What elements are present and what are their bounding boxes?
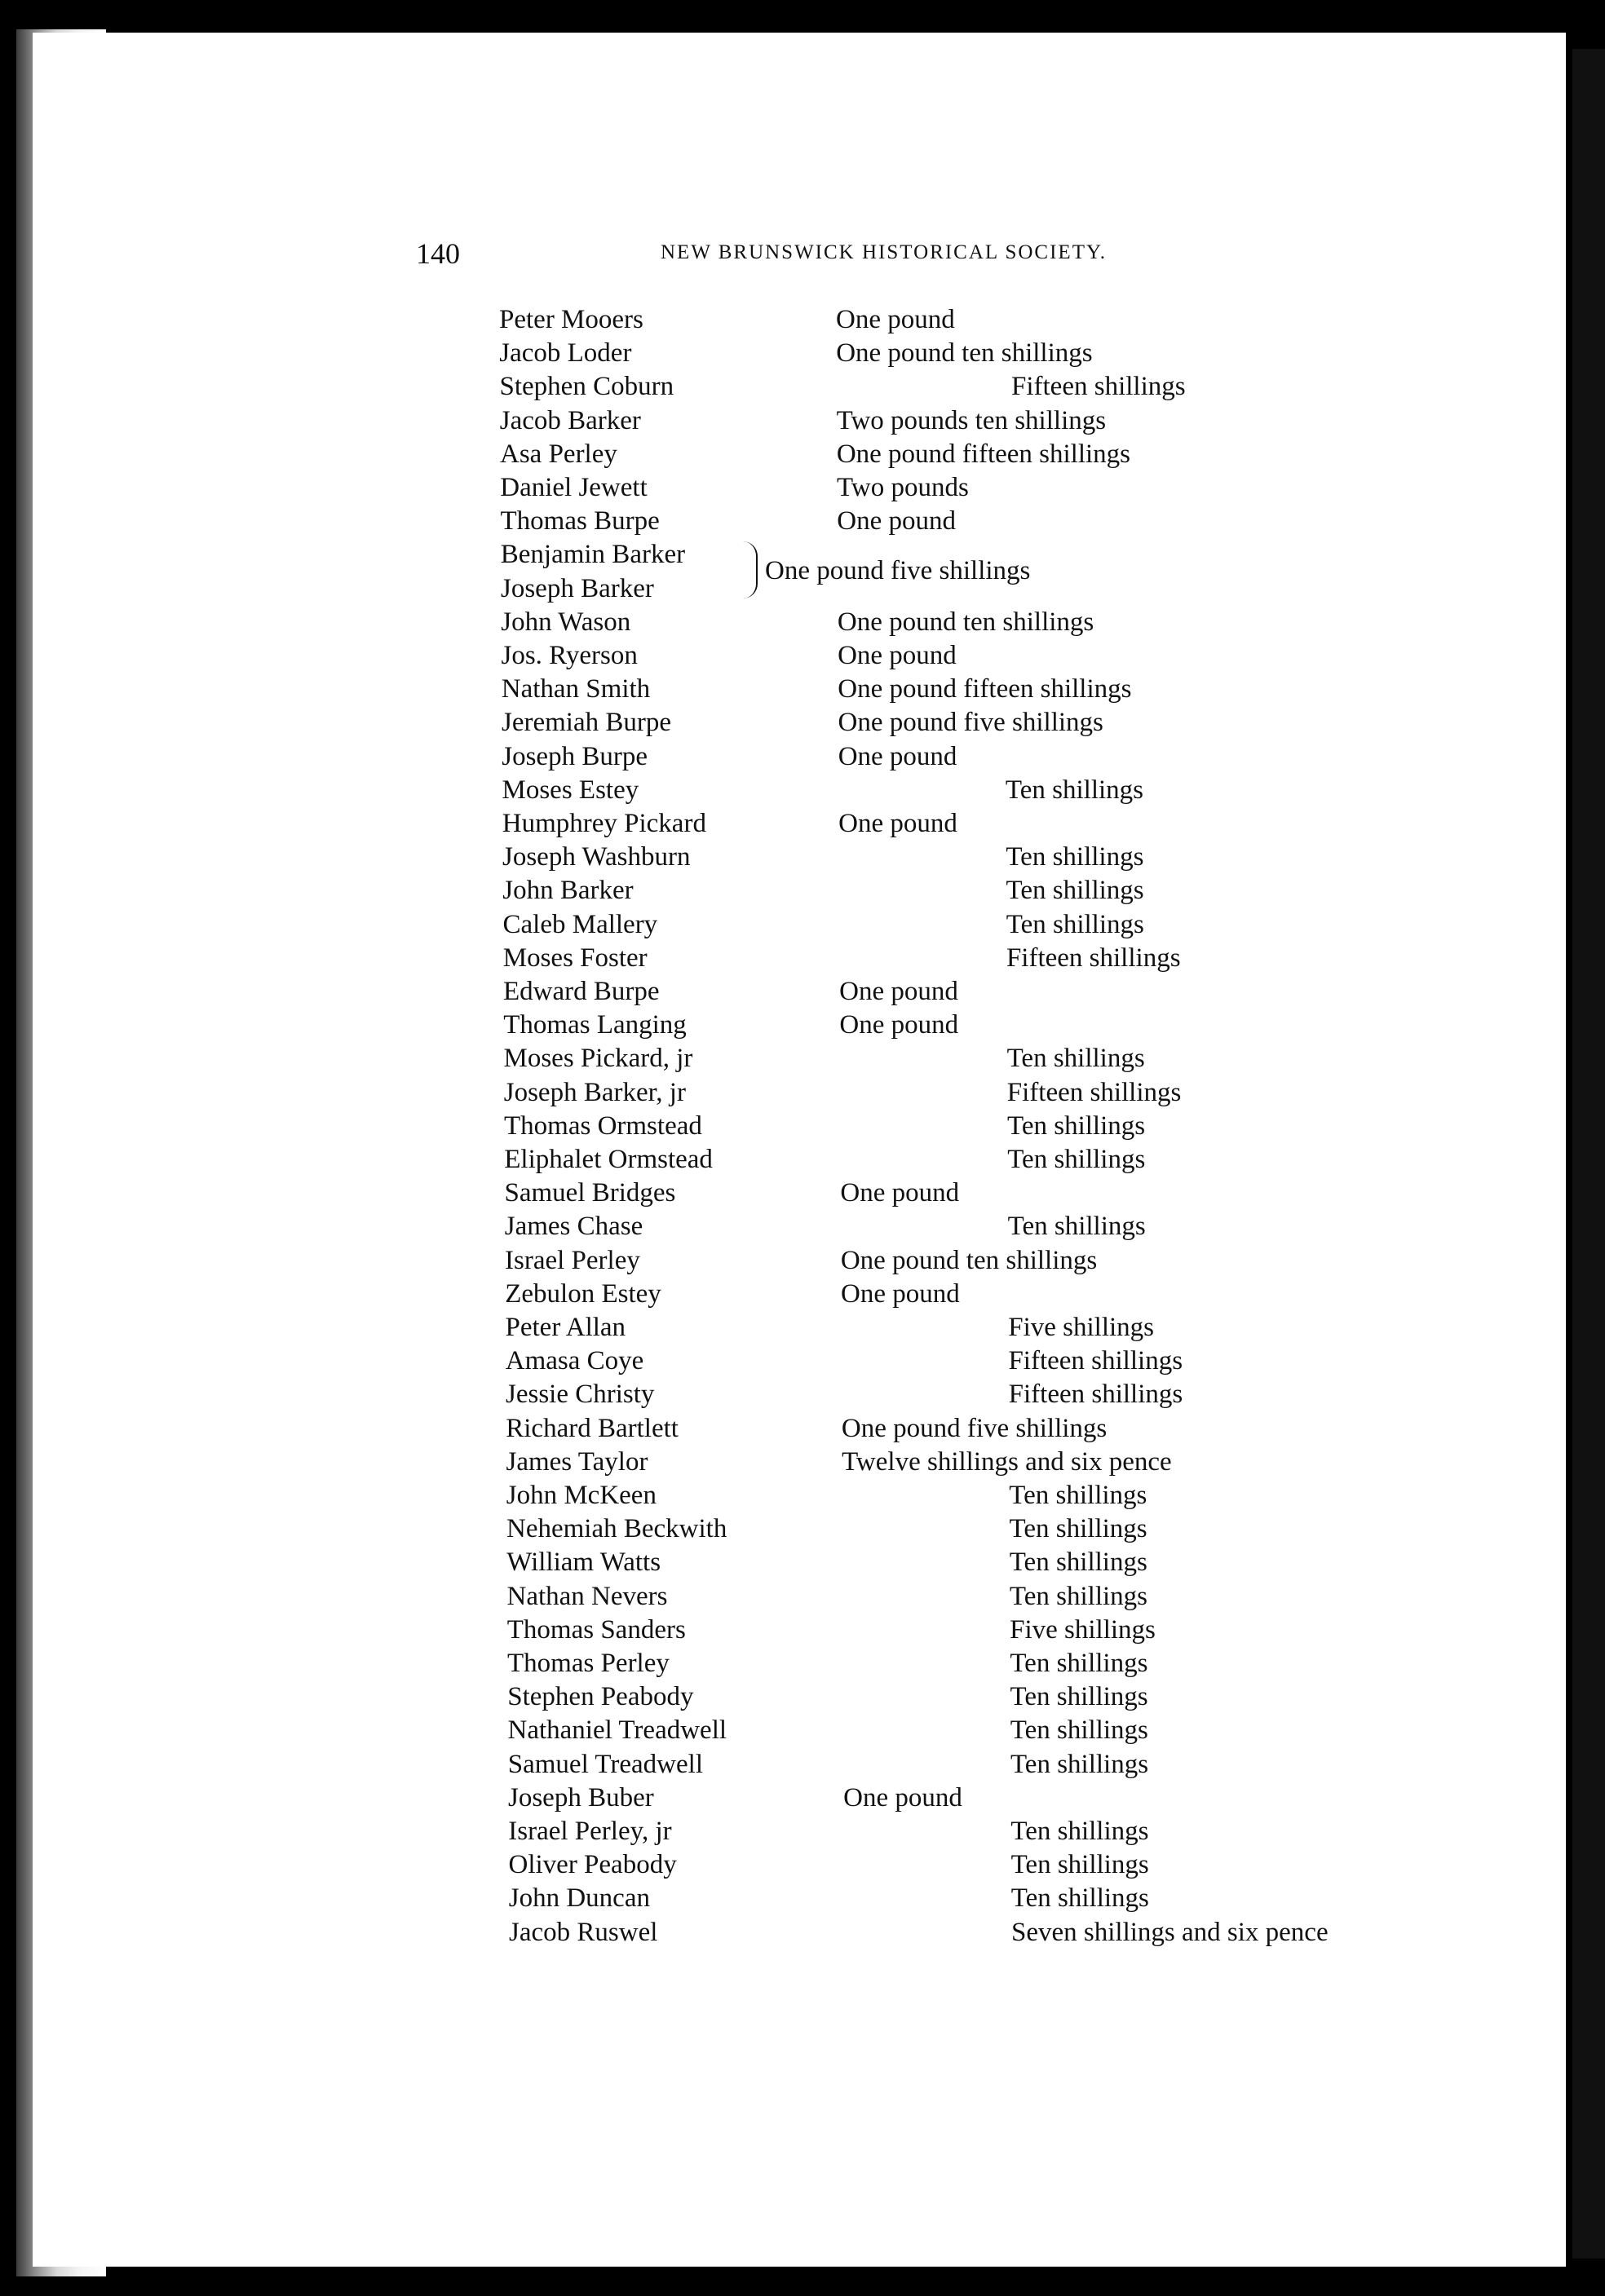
subscription-amount: Ten shillings: [1006, 909, 1144, 939]
subscriber-name: Zebulon Estey: [505, 1278, 661, 1309]
subscription-amount: One pound ten shillings: [840, 1245, 1098, 1275]
entry-row: [0, 1647, 1605, 1680]
page-number: 140: [416, 237, 460, 270]
entry-row: [0, 1714, 1605, 1746]
subscriber-name: Stephen Peabody: [507, 1682, 694, 1712]
subscription-amount: One pound: [840, 1178, 960, 1208]
subscriber-name: Moses Foster: [502, 943, 648, 973]
subscriber-name: Oliver Peabody: [508, 1850, 677, 1880]
subscription-amount: Ten shillings: [1005, 775, 1144, 805]
subscription-amount: Ten shillings: [1010, 1850, 1149, 1880]
subscription-amount: Two pounds: [837, 473, 969, 502]
subscription-amount: Five shillings: [1008, 1313, 1155, 1342]
entry-row: [0, 1680, 1605, 1713]
subscription-amount: One pound five shillings: [841, 1413, 1108, 1443]
entry-row: [0, 1916, 1605, 1949]
subscription-amount: One pound five shillings: [838, 708, 1103, 738]
subscriber-name: William Watts: [506, 1548, 661, 1578]
subscription-amount: Fifteen shillings: [1008, 1346, 1183, 1376]
subscriber-name: Caleb Mallery: [502, 909, 658, 939]
subscriber-name: Moses Pickard, jr: [503, 1044, 693, 1074]
subscription-amount: Ten shillings: [1007, 1145, 1146, 1174]
subscription-amount: One pound: [839, 977, 958, 1006]
subscription-amount: One pound: [836, 305, 955, 334]
subscriber-name: Amasa Coye: [505, 1346, 644, 1376]
entry-row: [0, 1143, 1605, 1176]
subscription-amount: Fifteen shillings: [1006, 1077, 1182, 1107]
subscriber-name: John McKeen: [506, 1481, 657, 1510]
subscription-amount: Ten shillings: [1007, 1110, 1146, 1141]
subscriber-name: Humphrey Pickard: [502, 809, 706, 838]
entry-row: [0, 1446, 1605, 1478]
subscription-amount: Ten shillings: [1009, 1481, 1147, 1510]
entry-row: [0, 1076, 1605, 1109]
entry-row: [0, 673, 1605, 705]
entry-row: [0, 1748, 1605, 1781]
entry-row: [0, 706, 1605, 739]
subscriber-name: Asa Perley: [500, 439, 617, 469]
subscriber-name: Nathan Nevers: [506, 1581, 668, 1611]
subscription-amount: One pound ten shillings: [836, 338, 1093, 369]
entry-row: [0, 975, 1605, 1008]
subscription-amount: Ten shillings: [1009, 1548, 1147, 1578]
entry-row: [0, 471, 1605, 504]
subscriber-name: Jacob Barker: [499, 405, 641, 435]
entry-row: [0, 1110, 1605, 1142]
subscriber-name: Thomas Sanders: [506, 1614, 686, 1645]
subscriber-name: Joseph Barker: [501, 573, 654, 603]
subscriber-name: Edward Burpe: [503, 977, 660, 1006]
entry-row: [0, 438, 1605, 470]
entry-row: [0, 1882, 1605, 1914]
entry-row: [0, 1042, 1605, 1075]
entry-row: [0, 807, 1605, 840]
subscription-amount: One pound fifteen shillings: [838, 674, 1132, 704]
entry-row: [0, 1009, 1605, 1041]
subscriber-name: John Barker: [502, 876, 634, 906]
subscriber-name: Israel Perley: [505, 1245, 640, 1275]
entry-row: [0, 874, 1605, 907]
subscriber-name: Daniel Jewett: [500, 473, 648, 502]
subscriber-name: Peter Mooers: [499, 305, 643, 334]
entry-row: [0, 1278, 1605, 1310]
entry-row: [0, 1378, 1605, 1411]
subscriber-name: Joseph Burpe: [502, 741, 648, 771]
entry-row: [0, 1546, 1605, 1578]
subscription-amount: One pound: [841, 1278, 960, 1309]
entry-row: [0, 1177, 1605, 1209]
subscriber-name: Jeremiah Burpe: [502, 708, 672, 738]
entry-row: [0, 337, 1605, 369]
subscription-amount: Seven shillings and six pence: [1011, 1917, 1329, 1947]
entry-row: [0, 1580, 1605, 1613]
entry-row: [0, 908, 1605, 941]
subscription-amount: One pound fifteen shillings: [836, 439, 1131, 469]
subscription-amount: One pound: [838, 809, 957, 838]
entry-row: [0, 639, 1605, 672]
subscriber-name: Moses Estey: [502, 775, 639, 805]
subscription-amount: Ten shillings: [1009, 1581, 1148, 1611]
subscriber-name: Stephen Coburn: [499, 372, 674, 402]
subscriber-name: Thomas Ormstead: [504, 1110, 702, 1141]
subscription-amount: One pound: [837, 506, 956, 536]
entry-row: [0, 1344, 1605, 1377]
subscription-amount: One pound ten shillings: [837, 607, 1094, 637]
subscription-amount: Two pounds ten shillings: [836, 405, 1107, 435]
entry-row: [0, 303, 1605, 336]
subscription-amount: Ten shillings: [1010, 1883, 1149, 1914]
subscriber-name: Nathan Smith: [501, 674, 651, 704]
subscriber-name: Jacob Loder: [499, 338, 632, 369]
subscription-amount: Ten shillings: [1010, 1682, 1148, 1712]
subscription-amount: One pound: [838, 741, 957, 771]
subscriber-name: Joseph Washburn: [502, 842, 691, 872]
subscription-amount: Fifteen shillings: [1011, 372, 1186, 402]
entry-row: [0, 1512, 1605, 1545]
subscriber-name: Thomas Burpe: [500, 506, 660, 536]
subscription-amount: One pound: [838, 641, 957, 670]
subscriber-name: John Duncan: [508, 1883, 650, 1914]
entry-row: [0, 1614, 1605, 1646]
entry-row: [0, 606, 1605, 638]
subscriber-name: Richard Bartlett: [506, 1413, 679, 1443]
subscriber-name: Samuel Treadwell: [507, 1749, 703, 1779]
entry-row: [0, 1479, 1605, 1512]
subscriber-name: Samuel Bridges: [504, 1178, 676, 1208]
subscriber-name: Joseph Buber: [508, 1782, 654, 1813]
subscription-amount: Ten shillings: [1010, 1715, 1148, 1746]
subscription-amount: Ten shillings: [1007, 1212, 1146, 1242]
subscriber-name: Benjamin Barker: [500, 540, 686, 570]
subscription-amount: Ten shillings: [1010, 1749, 1149, 1779]
entry-row: [0, 841, 1605, 873]
subscriber-name: John Wason: [501, 607, 631, 637]
subscriber-name: Eliphalet Ormstead: [504, 1145, 713, 1174]
subscriber-name: Thomas Langing: [503, 1010, 687, 1040]
entry-row: [0, 404, 1605, 437]
subscription-amount: One pound: [843, 1782, 962, 1813]
subscriber-name: Joseph Barker, jr: [503, 1077, 686, 1107]
entry-row: [0, 1210, 1605, 1243]
subscriber-name: Israel Perley, jr: [508, 1817, 672, 1846]
subscription-amount: Ten shillings: [1006, 876, 1144, 906]
subscription-amount: Ten shillings: [1006, 1044, 1145, 1074]
entry-row: [0, 1244, 1605, 1277]
entry-row: [0, 505, 1605, 537]
entry-row: [0, 1311, 1605, 1344]
subscriber-name: Peter Allan: [505, 1313, 626, 1342]
subscriber-name: Jessie Christy: [506, 1380, 655, 1410]
subscription-amount: Ten shillings: [1010, 1649, 1148, 1678]
subscription-amount: Fifteen shillings: [1008, 1380, 1183, 1410]
subscription-amount: Five shillings: [1010, 1614, 1156, 1645]
entry-row: [0, 1815, 1605, 1848]
entry-row: [0, 1848, 1605, 1881]
bracketed-amount-text: One pound five shillings: [765, 556, 1031, 586]
subscription-amount: Ten shillings: [1010, 1817, 1149, 1846]
subscriber-name: James Taylor: [506, 1446, 648, 1477]
subscription-amount: One pound: [839, 1010, 959, 1040]
subscription-amount: Ten shillings: [1009, 1514, 1147, 1544]
bracketed-amount: [0, 554, 1605, 587]
subscriber-name: Nehemiah Beckwith: [506, 1514, 727, 1544]
subscriber-name: James Chase: [504, 1212, 643, 1242]
subscription-amount: Twelve shillings and six pence: [842, 1446, 1172, 1477]
subscription-amount: Ten shillings: [1006, 842, 1144, 872]
subscriber-name: Thomas Perley: [507, 1649, 670, 1678]
entry-row: [0, 370, 1605, 403]
entry-row: [0, 1412, 1605, 1445]
entry-row: [0, 942, 1605, 974]
subscriber-name: Nathaniel Treadwell: [507, 1715, 727, 1746]
entry-row: [0, 740, 1605, 773]
entry-row: [0, 1782, 1605, 1814]
subscriber-name: Jos. Ryerson: [501, 641, 638, 670]
subscription-amount: Fifteen shillings: [1006, 943, 1181, 973]
entry-row: [0, 774, 1605, 806]
subscriber-name: Jacob Ruswel: [509, 1917, 658, 1947]
running-title: NEW BRUNSWICK HISTORICAL SOCIETY.: [661, 241, 1108, 263]
